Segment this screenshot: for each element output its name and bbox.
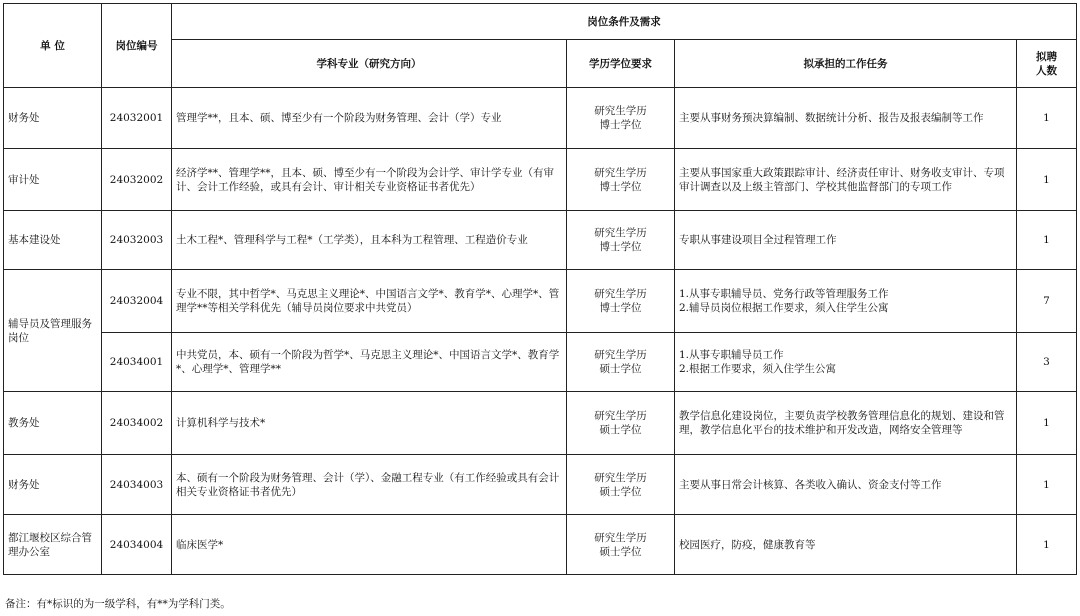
cell-task: 教学信息化建设岗位，主要负责学校教务管理信息化的规划、建设和管理，教学信息化平台的技术维护和开发改造，网络安全管理等 [675,392,1017,455]
header-row-1 [4,4,1077,40]
header-post-code: 岗位编号 [102,4,172,88]
table-row [4,455,1077,515]
cell-major: 专业不限，其中哲学*、马克思主义理论*、中国语言文学*、教育学*、心理学*、管理学**等相关学科优先（辅导员岗位要求中共党员） [172,270,567,333]
cell-code: 24034003 [102,455,172,515]
degree-line1: 研究生学历 [594,410,647,422]
cell-task: 主要从事国家重大政策跟踪审计、经济责任审计、财务收支审计、专项审计调查以及上级主管部门、学校其他监督部门的专项工作 [675,149,1017,211]
header-conditions: 岗位条件及需求 [172,4,1077,40]
degree-line1: 研究生学历 [594,349,647,361]
task-line2: 2.辅导员岗位根据工作要求，须入住学生公寓 [679,302,889,314]
cell-count: 3 [1017,333,1077,392]
degree-line1: 研究生学历 [594,105,647,117]
header-unit: 单 位 [4,4,102,88]
degree-line2: 硕士学位 [599,485,642,498]
cell-code: 24032002 [102,149,172,211]
footnote: 备注：有*标识的为一级学科，有**为学科门类。 [5,598,231,610]
cell-degree [567,392,675,455]
table-row [4,149,1077,211]
header-count-line1: 拟聘 [1036,50,1057,63]
cell-unit: 财务处 [4,88,102,149]
cell-count: 1 [1017,515,1077,575]
table-row [4,270,1077,333]
cell-degree [567,455,675,515]
cell-major: 计算机科学与技术* [172,392,567,455]
cell-task: 专职从事建设项目全过程管理工作 [675,211,1017,270]
cell-unit: 都江堰校区综合管理办公室 [4,515,102,575]
cell-unit: 辅导员及管理服务岗位 [4,270,102,392]
degree-line1: 研究生学历 [594,288,647,300]
degree-line2: 博士学位 [599,302,642,314]
degree-line1: 研究生学历 [594,227,647,239]
task-line1: 1.从事专职辅导员、党务行政等管理服务工作 [679,288,889,300]
recruitment-table [3,3,1077,575]
cell-task [675,270,1017,333]
degree-line1: 研究生学历 [594,471,647,484]
cell-task: 主要从事财务预决算编制、数据统计分析、报告及报表编制等工作 [675,88,1017,149]
task-line2: 2.根据工作要求，须入住学生公寓 [679,363,837,375]
degree-line1: 研究生学历 [594,166,647,179]
table-row [4,392,1077,455]
cell-count: 1 [1017,149,1077,211]
cell-degree [567,270,675,333]
cell-unit: 财务处 [4,455,102,515]
degree-line2: 博士学位 [599,119,642,131]
cell-code: 24034001 [102,333,172,392]
header-major: 学科专业（研究方向） [172,40,567,88]
cell-unit: 基本建设处 [4,211,102,270]
cell-task: 主要从事日常会计核算、各类收入确认、资金支付等工作 [675,455,1017,515]
cell-major: 中共党员，本、硕有一个阶段为哲学*、马克思主义理论*、中国语言文学*、教育学*、心理学*、管理学** [172,333,567,392]
header-tasks: 拟承担的工作任务 [675,40,1017,88]
cell-code: 24034004 [102,515,172,575]
cell-code: 24032004 [102,270,172,333]
table-row [4,211,1077,270]
task-line1: 1.从事专职辅导员工作 [679,349,784,361]
cell-major: 本、硕有一个阶段为财务管理、会计（学）、金融工程专业（有工作经验或具有会计相关专业资格证书者优先） [172,455,567,515]
cell-count: 1 [1017,455,1077,515]
cell-code: 24034002 [102,392,172,455]
cell-unit: 教务处 [4,392,102,455]
cell-degree [567,333,675,392]
cell-degree [567,211,675,270]
cell-major: 管理学**，且本、硕、博至少有一个阶段为财务管理、会计（学）专业 [172,88,567,149]
table-row [4,333,1077,392]
degree-line2: 硕士学位 [599,424,642,436]
cell-degree [567,149,675,211]
cell-unit: 审计处 [4,149,102,211]
table-row [4,515,1077,575]
degree-line2: 博士学位 [599,241,642,253]
cell-count: 1 [1017,88,1077,149]
header-count-line2: 人数 [1036,64,1057,77]
cell-count: 1 [1017,392,1077,455]
cell-major: 临床医学* [172,515,567,575]
cell-task: 校园医疗，防疫，健康教育等 [675,515,1017,575]
cell-degree [567,515,675,575]
cell-count: 1 [1017,211,1077,270]
cell-count: 7 [1017,270,1077,333]
degree-line2: 硕士学位 [599,363,642,375]
cell-code: 24032001 [102,88,172,149]
cell-degree [567,88,675,149]
header-degree: 学历学位要求 [567,40,675,88]
cell-task [675,333,1017,392]
cell-major: 土木工程*、管理科学与工程*（工学类），且本科为工程管理、工程造价专业 [172,211,567,270]
degree-line2: 硕士学位 [599,545,642,558]
degree-line2: 博士学位 [599,180,642,193]
header-count [1017,40,1077,88]
table-row [4,88,1077,149]
degree-line1: 研究生学历 [594,531,647,544]
cell-major: 经济学**、管理学**，且本、硕、博至少有一个阶段为会计学、审计学专业（有审计、会计工作经验，或具有会计、审计相关专业资格证书者优先） [172,149,567,211]
cell-code: 24032003 [102,211,172,270]
